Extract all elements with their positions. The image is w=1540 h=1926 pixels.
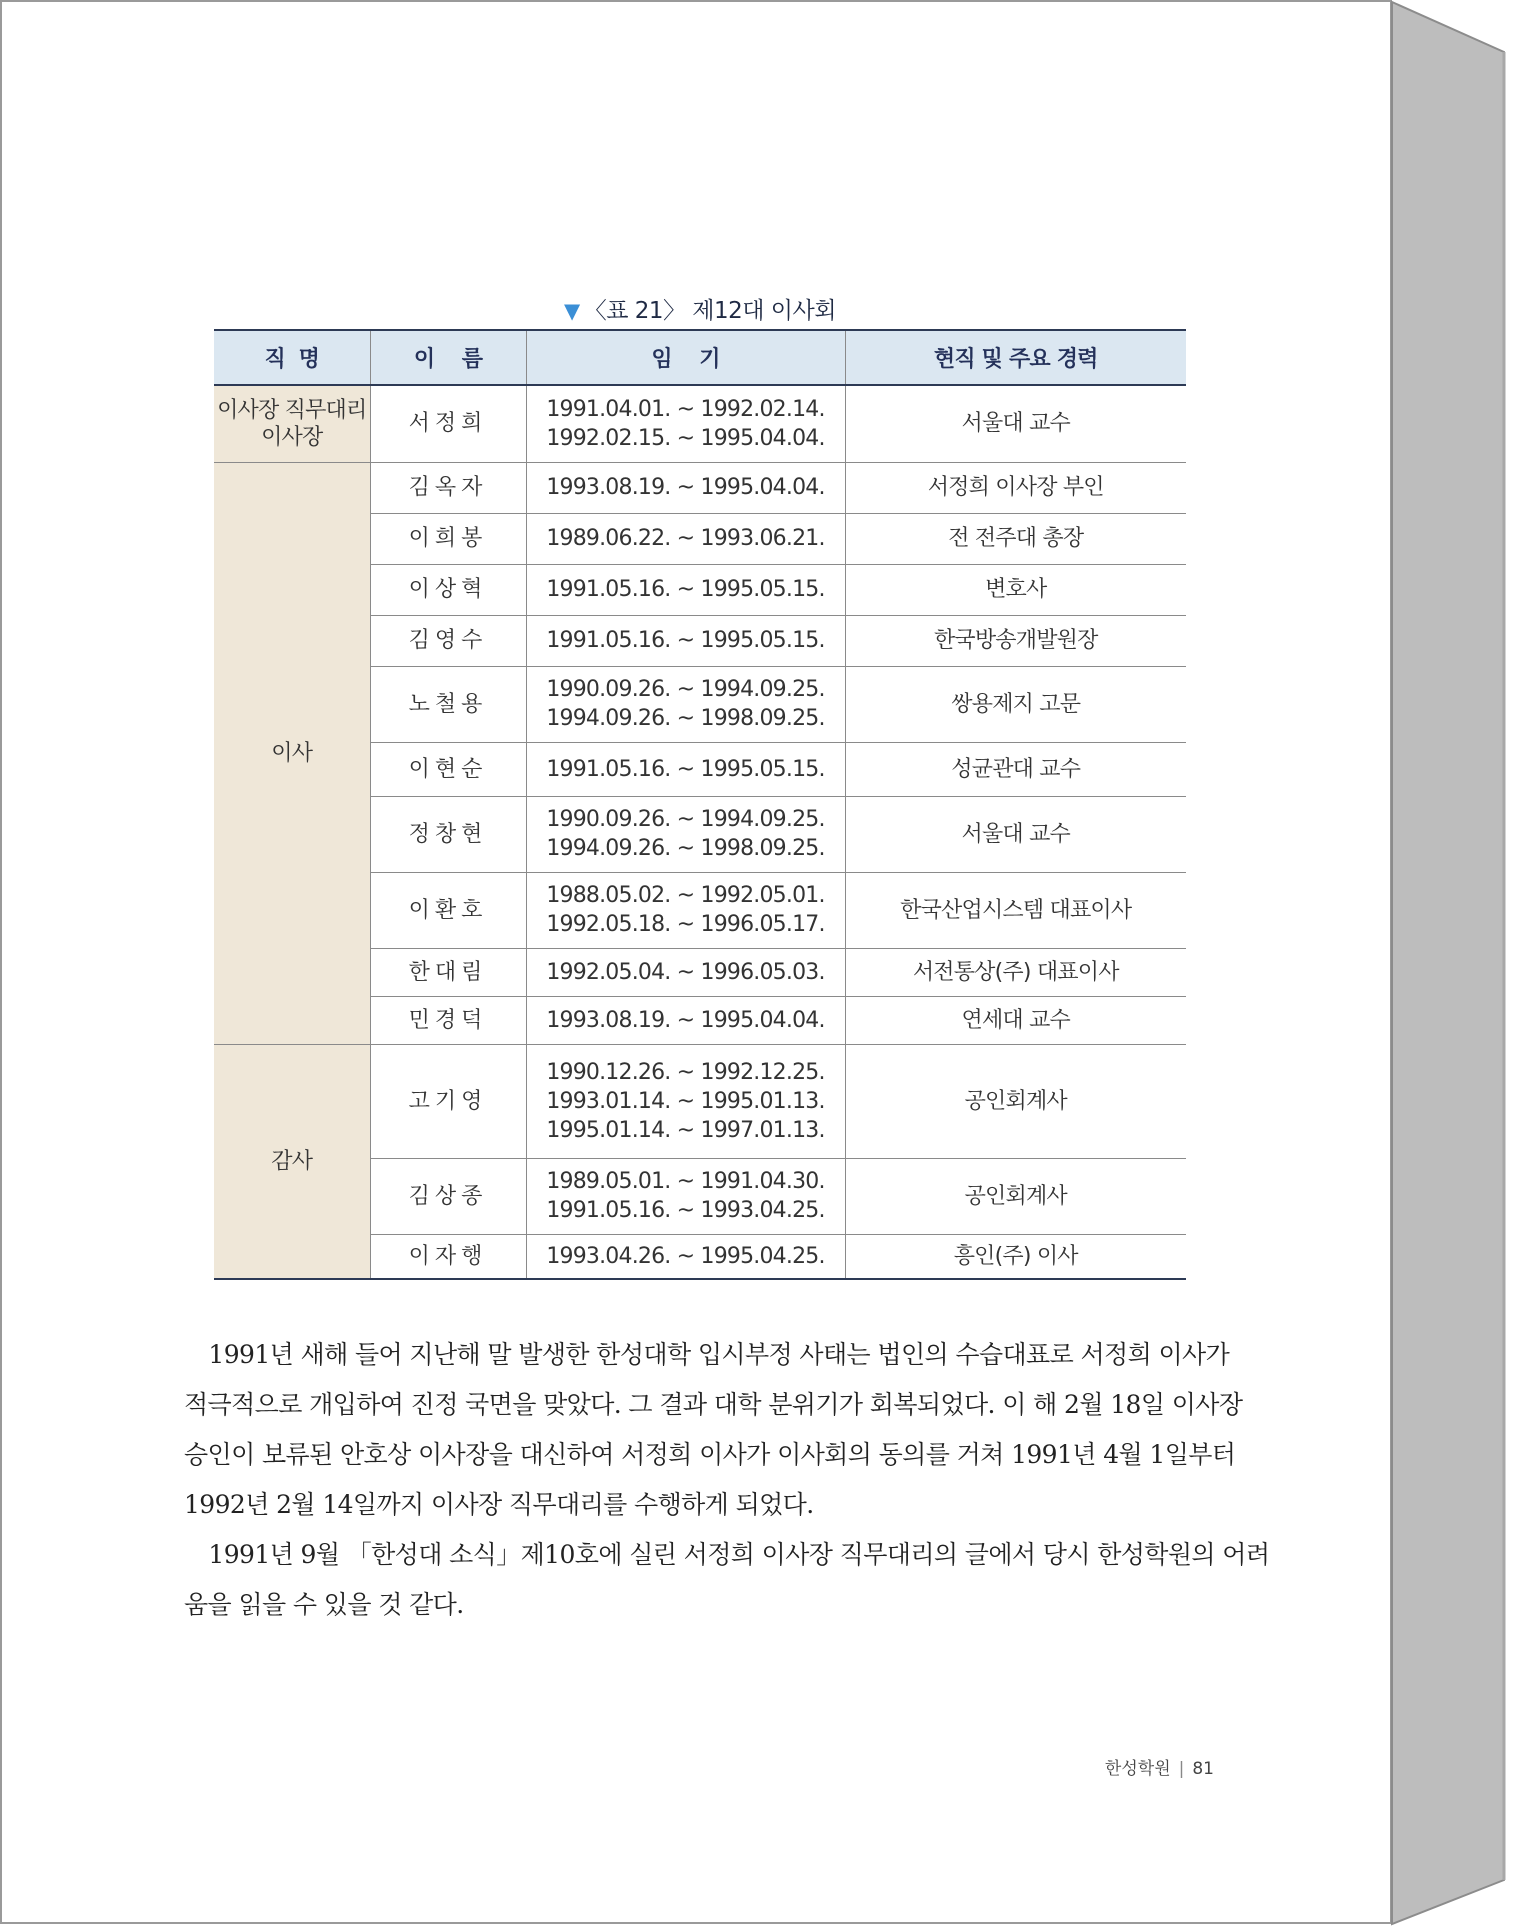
term-cell: 1993.08.19. ~ 1995.04.04. (526, 996, 845, 1044)
role-cell: 감사 (214, 1044, 370, 1279)
term-cell: 1991.04.01. ~ 1992.02.14. 1992.02.15. ~ 1995.04.04. (526, 385, 845, 462)
career-cell: 흥인(주) 이사 (845, 1234, 1186, 1279)
career-cell: 서정희 이사장 부인 (845, 462, 1186, 513)
name-cell: 한대림 (370, 948, 526, 996)
term-cell: 1993.08.19. ~ 1995.04.04. (526, 462, 845, 513)
term-cell: 1993.04.26. ~ 1995.04.25. (526, 1234, 845, 1279)
name-cell: 노철용 (370, 666, 526, 742)
term-cell: 1989.06.22. ~ 1993.06.21. (526, 513, 845, 564)
career-cell: 한국방송개발원장 (845, 615, 1186, 666)
career-cell: 공인회계사 (845, 1044, 1186, 1158)
term-cell: 1988.05.02. ~ 1992.05.01. 1992.05.18. ~ 1996.05.17. (526, 872, 845, 948)
footer-separator: | (1178, 1759, 1185, 1779)
page-footer (1000, 1754, 1214, 1779)
footer-book-title: 한성학원 (1104, 1759, 1171, 1779)
career-cell: 한국산업시스템 대표이사 (845, 872, 1186, 948)
name-cell: 고기영 (370, 1044, 526, 1158)
body-paragraph-line: 승인이 보류된 안호상 이사장을 대신하여 서정희 이사가 이사회의 동의를 거쳐 1991년 4월 1일부터 (184, 1440, 1236, 1469)
career-cell: 서울대 교수 (845, 796, 1186, 872)
career-cell: 쌍용제지 고문 (845, 666, 1186, 742)
career-cell: 연세대 교수 (845, 996, 1186, 1044)
career-cell: 성균관대 교수 (845, 742, 1186, 796)
role-cell: 이사 (214, 462, 370, 1044)
career-cell: 전 전주대 총장 (845, 513, 1186, 564)
header-name: 이 름 (370, 330, 526, 385)
career-cell: 변호사 (845, 564, 1186, 615)
name-cell: 이상혁 (370, 564, 526, 615)
name-cell: 김옥자 (370, 462, 526, 513)
term-cell: 1992.05.04. ~ 1996.05.03. (526, 948, 845, 996)
body-paragraph-line: 1991년 새해 들어 지난해 말 발생한 한성대학 입시부정 사태는 법인의 수습대표로 서정희 이사가 (184, 1340, 1230, 1369)
table-caption (214, 292, 1186, 325)
header-term: 임 기 (526, 330, 845, 385)
career-cell: 공인회계사 (845, 1158, 1186, 1234)
term-cell: 1991.05.16. ~ 1995.05.15. (526, 742, 845, 796)
term-cell: 1991.05.16. ~ 1995.05.15. (526, 615, 845, 666)
name-cell: 정창현 (370, 796, 526, 872)
header-position: 직 명 (214, 330, 370, 385)
term-cell: 1991.05.16. ~ 1995.05.15. (526, 564, 845, 615)
table-row (214, 1044, 1186, 1158)
name-cell: 김상종 (370, 1158, 526, 1234)
term-cell: 1990.12.26. ~ 1992.12.25. 1993.01.14. ~ 1995.01.13. 1995.01.14. ~ 1997.01.13. (526, 1044, 845, 1158)
table-header-row (214, 330, 1186, 385)
career-cell: 서울대 교수 (845, 385, 1186, 462)
name-cell: 이환호 (370, 872, 526, 948)
table-row (214, 385, 1186, 462)
header-career: 현직 및 주요 경력 (845, 330, 1186, 385)
body-paragraph-line: 움을 읽을 수 있을 것 같다. (184, 1590, 464, 1619)
name-cell: 김영수 (370, 615, 526, 666)
term-cell: 1989.05.01. ~ 1991.04.30. 1991.05.16. ~ 1993.04.25. (526, 1158, 845, 1234)
name-cell: 이자행 (370, 1234, 526, 1279)
term-cell: 1990.09.26. ~ 1994.09.25. 1994.09.26. ~ 1998.09.25. (526, 796, 845, 872)
role-cell: 이사장 직무대리 이사장 (214, 385, 370, 462)
name-cell: 이현순 (370, 742, 526, 796)
triangle-down-icon: ▼ (564, 299, 580, 323)
term-cell: 1990.09.26. ~ 1994.09.25. 1994.09.26. ~ 1998.09.25. (526, 666, 845, 742)
career-cell: 서전통상(주) 대표이사 (845, 948, 1186, 996)
table-row (214, 462, 1186, 513)
board-table (214, 329, 1186, 1280)
table-caption-text: 〈표 21〉 제12대 이사회 (583, 298, 836, 324)
name-cell: 서정희 (370, 385, 526, 462)
name-cell: 민경덕 (370, 996, 526, 1044)
body-paragraph-line: 1991년 9월 「한성대 소식」제10호에 실린 서정희 이사장 직무대리의 글에서 당시 한성학원의 어려 (184, 1540, 1270, 1569)
page-number: 81 (1192, 1759, 1214, 1779)
body-paragraph-line: 적극적으로 개입하여 진정 국면을 맞았다. 그 결과 대학 분위기가 회복되었다. 이 해 2월 18일 이사장 (184, 1390, 1243, 1419)
body-paragraph-line: 1992년 2월 14일까지 이사장 직무대리를 수행하게 되었다. (184, 1490, 814, 1519)
name-cell: 이희봉 (370, 513, 526, 564)
